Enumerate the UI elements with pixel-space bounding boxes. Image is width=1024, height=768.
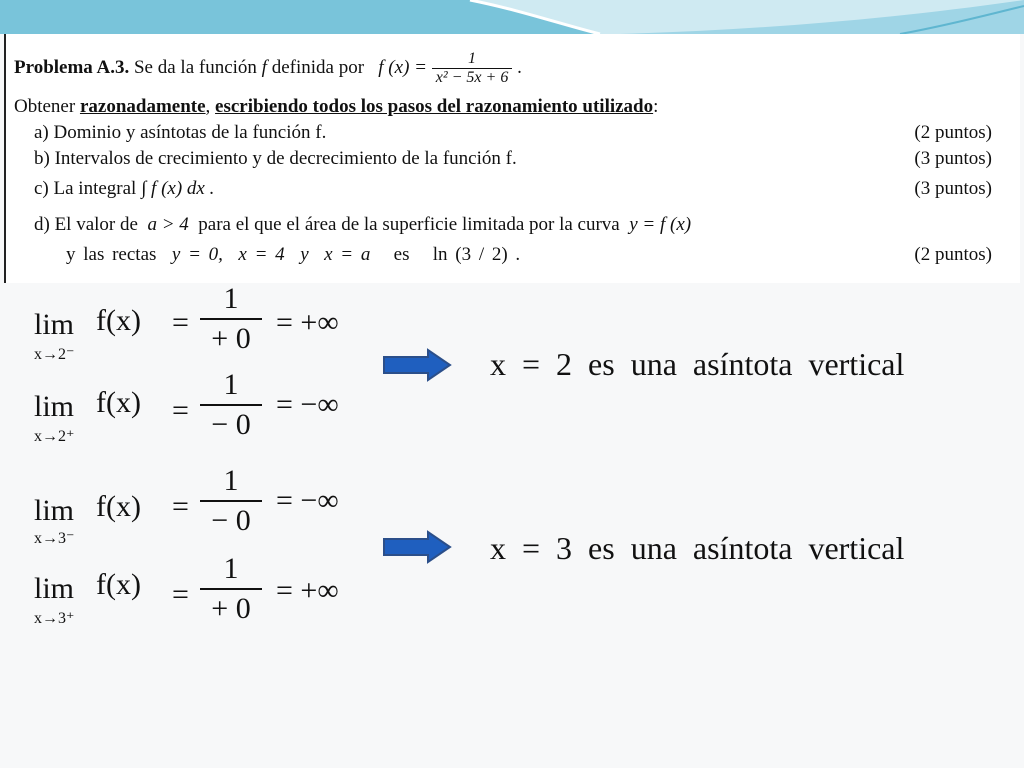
equals-sign: = (172, 306, 189, 339)
line-math-4: x = a (324, 244, 371, 265)
fraction-bar (200, 588, 262, 590)
limit-result: = +∞ (276, 306, 339, 339)
fraction-numerator: 1 (223, 282, 239, 315)
item-d-line-2 (66, 244, 520, 266)
limit-result: = −∞ (276, 388, 339, 421)
fraction-denominator: + 0 (211, 322, 251, 355)
lim-word: lim (34, 390, 75, 423)
problem-header-line (14, 50, 522, 87)
right-arrow-icon (382, 348, 452, 382)
obtain-text: Obtener (14, 96, 76, 117)
defined-by-text: definida por (271, 56, 365, 78)
function-denominator: x² − 5x + 6 (432, 68, 513, 87)
obtain-bold-2: escribiendo todos los pasos del razonamiento utilizado (215, 96, 654, 117)
item-text-2: para el que el área de la superficie limitada por la curva (198, 214, 620, 235)
limit-fraction (200, 552, 262, 626)
item-math: a > 4 (147, 214, 189, 235)
limit-fraction (200, 282, 262, 356)
equals-sign: = (172, 578, 189, 611)
item-b (34, 148, 517, 170)
line-math-3: y (300, 244, 309, 265)
problem-statement (4, 34, 1020, 283)
line-math-2: x = 4 (238, 244, 285, 265)
lim-subscript: x→2⁺ (34, 428, 75, 445)
integral-expression: ∫ f (x) dx . (141, 178, 215, 199)
item-points: (3 puntos) (914, 178, 992, 199)
line-math-1: y = 0, (171, 244, 223, 265)
item-text: La integral (53, 178, 137, 199)
equals-sign: = (172, 394, 189, 427)
obtain-line (14, 96, 658, 118)
obtain-colon: : (653, 96, 659, 117)
item-c (34, 178, 214, 200)
fraction-bar (200, 404, 262, 406)
item-math-2: y = f (x) (629, 214, 692, 235)
fraction-bar (200, 318, 262, 320)
fraction-bar (200, 500, 262, 502)
fraction-numerator: 1 (223, 552, 239, 585)
equals-sign: = (172, 490, 189, 523)
function-call: f(x) (96, 304, 141, 337)
function-lhs: f (x) = (378, 56, 427, 78)
lim-subscript: x→2⁻ (34, 346, 75, 363)
lim-subscript: x→3⁺ (34, 610, 75, 627)
item-points: (2 puntos) (914, 244, 992, 265)
item-text: Intervalos de crecimiento y de decrecimiento de la función f. (54, 148, 517, 169)
f-symbol: f (261, 56, 267, 78)
limit-result: = +∞ (276, 574, 339, 607)
item-label: b) (34, 148, 50, 169)
item-d (34, 214, 691, 236)
lim-word: lim (34, 494, 75, 527)
item-points: (2 puntos) (914, 122, 992, 143)
limit-result: = −∞ (276, 484, 339, 517)
asymptote-conclusion: x = 3 es una asíntota vertical (490, 530, 905, 566)
function-call: f(x) (96, 568, 141, 601)
right-arrow-icon (382, 530, 452, 564)
problem-label: Problema A.3. (14, 56, 130, 78)
function-end: . (517, 56, 522, 78)
function-numerator: 1 (468, 50, 477, 67)
lim-word: lim (34, 572, 75, 605)
problem-intro: Se da la función (133, 56, 257, 78)
line-math-5: ln (3 / 2) . (432, 244, 521, 265)
item-label: c) (34, 178, 49, 199)
item-label: a) (34, 122, 49, 143)
function-call: f(x) (96, 386, 141, 419)
fraction-denominator: + 0 (211, 592, 251, 625)
fraction-numerator: 1 (223, 368, 239, 401)
item-text: Dominio y asíntotas de la función f. (53, 122, 327, 143)
limit-fraction (200, 464, 262, 538)
item-points: (3 puntos) (914, 148, 992, 169)
item-a (34, 122, 326, 144)
fraction-denominator: − 0 (211, 408, 251, 441)
fraction-numerator: 1 (223, 464, 239, 497)
asymptote-conclusion: x = 2 es una asíntota vertical (490, 346, 905, 382)
obtain-bold-1: razonadamente (79, 96, 206, 117)
item-label: d) (34, 214, 50, 235)
line-es: es (393, 244, 410, 265)
fraction-denominator: − 0 (211, 504, 251, 537)
limit-fraction (200, 368, 262, 442)
lim-subscript: x→3⁻ (34, 530, 75, 547)
lim-word: lim (34, 308, 75, 341)
obtain-comma: , (205, 96, 211, 117)
item-text: El valor de (54, 214, 138, 235)
function-call: f(x) (96, 490, 141, 523)
line-text: y las rectas (66, 244, 157, 265)
header-banner (0, 0, 1024, 34)
function-fraction (432, 50, 513, 87)
